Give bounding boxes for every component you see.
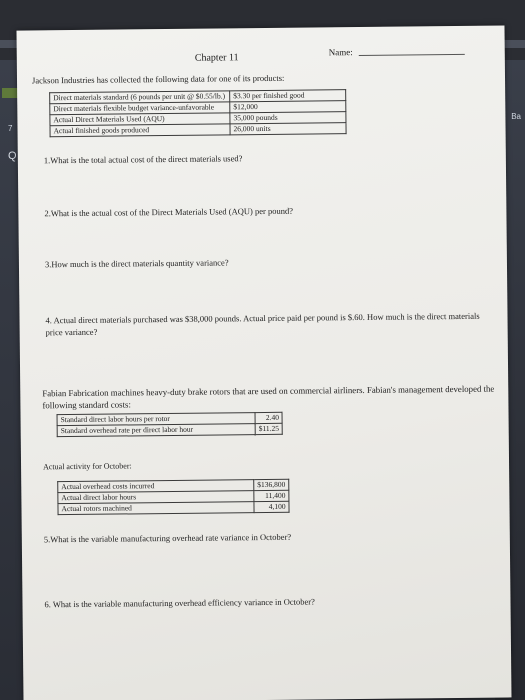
question-2: 2.What is the actual cost of the Direct Materials Used (AQU) per pound? bbox=[44, 205, 293, 219]
question-4: 4. Actual direct materials purchased was $38,000 pounds. Actual price paid per pound is $.60. How much is the direct materials price variance? bbox=[45, 310, 480, 338]
question-5: 5.What is the variable manufacturing overhead rate variance in October? bbox=[43, 531, 292, 545]
search-icon: Q bbox=[8, 150, 17, 162]
row-value: $3.30 per finished good bbox=[230, 90, 346, 102]
row-label: Actual overhead costs incurred bbox=[58, 480, 254, 493]
fabian-intro: Fabian Fabrication machines heavy-duty brake rotors that are used on commercial airliners. Fabian's management developed the following standard costs: bbox=[42, 383, 495, 411]
row-label: Direct materials standard (6 pounds per unit @ $0.55/lb.) bbox=[50, 91, 230, 104]
question-1: 1.What is the total actual cost of the direct materials used? bbox=[43, 153, 243, 166]
row-label: Direct materials flexible budget variance-unfavorable bbox=[50, 102, 230, 115]
row-value: 11,400 bbox=[254, 490, 289, 501]
row-label: Actual rotors machined bbox=[58, 502, 254, 515]
row-value: 26,000 units bbox=[230, 123, 346, 135]
question-3: 3.How much is the direct materials quantity variance? bbox=[44, 257, 229, 270]
table-row bbox=[58, 501, 289, 514]
row-label: Standard overhead rate per direct labor hour bbox=[57, 424, 255, 437]
row-value: 35,000 pounds bbox=[230, 112, 346, 124]
activity-label: Actual activity for October: bbox=[43, 461, 132, 472]
row-label: Actual direct labor hours bbox=[58, 491, 254, 504]
actual-activity-table bbox=[57, 479, 289, 515]
left-side-label: 7 bbox=[8, 124, 13, 133]
row-value: $136,800 bbox=[254, 479, 289, 490]
row-value: $11.25 bbox=[255, 423, 282, 434]
standard-costs-table bbox=[57, 412, 284, 437]
jackson-data-table bbox=[49, 89, 346, 137]
row-label: Actual Direct Materials Used (AQU) bbox=[50, 113, 230, 126]
row-label: Actual finished goods produced bbox=[50, 124, 230, 137]
name-blank-line bbox=[359, 54, 465, 56]
name-label: Name: bbox=[328, 47, 353, 58]
row-value: 4,100 bbox=[254, 501, 289, 512]
right-side-label: Ba bbox=[511, 112, 521, 121]
row-value: $12,000 bbox=[230, 101, 346, 113]
question-6: 6. What is the variable manufacturing overhead efficiency variance in October? bbox=[44, 596, 315, 610]
row-value: 2.40 bbox=[255, 412, 282, 423]
chapter-title: Chapter 11 bbox=[194, 52, 239, 64]
row-label: Standard direct labor hours per rotor bbox=[57, 413, 255, 426]
table-row bbox=[57, 423, 282, 436]
worksheet-paper bbox=[16, 25, 511, 700]
intro-text: Jackson Industries has collected the following data for one of its products: bbox=[31, 72, 285, 86]
left-tab-icon bbox=[2, 88, 18, 98]
